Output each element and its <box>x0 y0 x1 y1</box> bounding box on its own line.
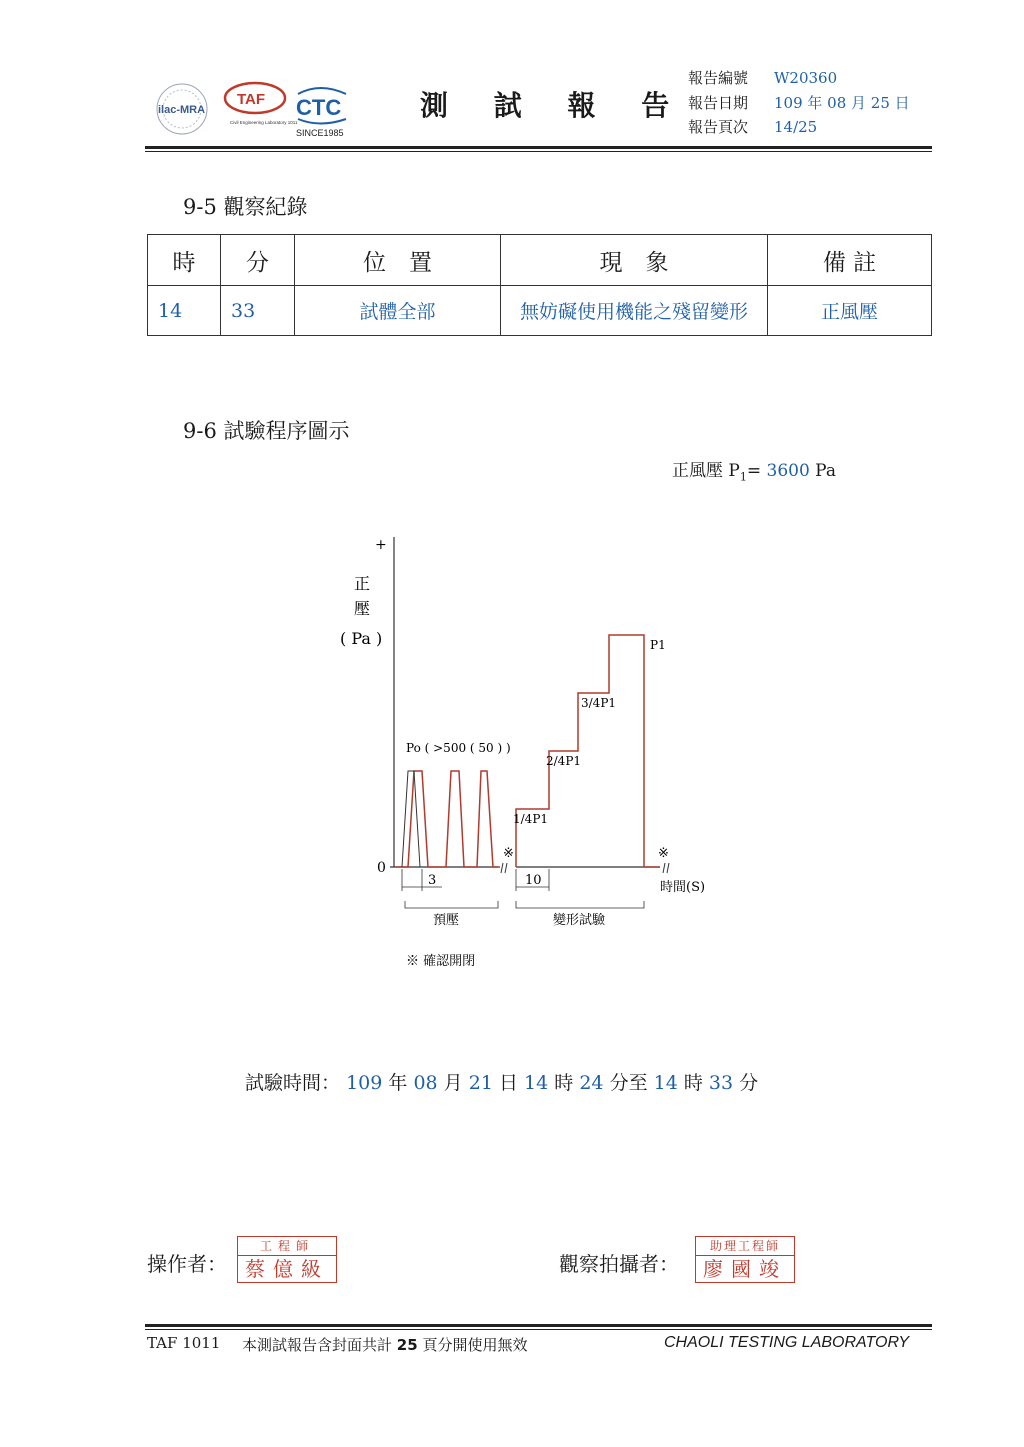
procedure-section-title: 9-6 試驗程序圖示 <box>183 419 350 443</box>
test-segment-label: 變形試驗 <box>553 913 606 928</box>
chart-note: ※ 確認開閉 <box>406 954 476 969</box>
check-marker-left: ※ <box>503 846 514 861</box>
y-axis-label-2: 壓 <box>354 599 371 618</box>
table-row <box>148 286 932 336</box>
operator-label: 操作者： <box>147 1252 227 1276</box>
test-start-minute-unit: 分至 <box>609 1072 648 1094</box>
observer-label: 觀察拍攝者： <box>559 1252 679 1276</box>
footer-lab-name: CHAOLI TESTING LABORATORY <box>664 1334 910 1351</box>
report-page-label: 報告頁次 <box>688 118 749 136</box>
test-day-unit: 日 <box>498 1072 518 1094</box>
footer-notice-post: 頁分開使用無效 <box>422 1336 528 1354</box>
footer-notice <box>242 1334 527 1355</box>
cell-phenomenon: 無妨礙使用機能之殘留變形 <box>501 286 768 336</box>
report-no-value: W20360 <box>774 69 838 87</box>
ctc-since-text: SINCE1985 <box>296 128 344 138</box>
pre-pressure-trace <box>396 771 500 867</box>
pressure-value: 3600 <box>766 461 810 481</box>
cell-minute: 33 <box>221 286 295 336</box>
test-end-minute: 33 <box>708 1072 734 1094</box>
y-axis-label-3: ( Pa ) <box>340 629 383 648</box>
logo-group <box>150 78 360 140</box>
check-marker-right: ※ <box>658 846 669 861</box>
procedure-chart <box>320 525 740 979</box>
header-location: 位 置 <box>295 235 501 286</box>
test-start-minute: 24 <box>579 1072 604 1094</box>
header-hour: 時 <box>148 235 221 286</box>
pre-pressure-label: Po ( >500 ( 50 ) ) <box>406 741 511 755</box>
observation-section-title: 9-5 觀察紀錄 <box>183 195 308 219</box>
y-axis-label-1: 正 <box>354 574 371 593</box>
test-start-hour: 14 <box>524 1072 549 1094</box>
header-remark: 備 註 <box>768 235 932 286</box>
test-end-hour-unit: 時 <box>683 1072 703 1094</box>
operator-title: 工程師 <box>238 1237 336 1256</box>
operator-stamp <box>237 1236 337 1283</box>
step-duration-label: 10 <box>525 873 542 888</box>
axis-break-1 <box>501 863 503 873</box>
test-month-unit: 月 <box>443 1072 463 1094</box>
test-month: 08 <box>413 1072 438 1094</box>
x-axis-label: 時間(S) <box>660 880 706 895</box>
header-minute: 分 <box>221 235 295 286</box>
footer-notice-num: 25 <box>396 1336 418 1354</box>
test-year-unit: 年 <box>388 1072 408 1094</box>
header-logos <box>150 78 360 140</box>
table-header-row <box>148 235 932 286</box>
ilac-logo-text: ilac-MRA <box>158 104 206 116</box>
observer-title: 助理工程師 <box>696 1237 794 1256</box>
observation-table <box>147 234 932 336</box>
step-label-full: P1 <box>650 638 666 652</box>
y-axis-plus: + <box>375 537 387 553</box>
ilac-logo <box>157 84 207 134</box>
footer-notice-pre: 本測試報告含封面共計 <box>242 1336 393 1354</box>
report-page-value: 14/25 <box>774 118 818 136</box>
observer-name: 廖國竣 <box>703 1257 787 1281</box>
taf-logo-sub: Civil Engineering Laboratory 1011 <box>230 120 298 125</box>
pressure-sub: 1 <box>739 470 747 484</box>
test-end-hour: 14 <box>653 1072 678 1094</box>
observer-stamp <box>695 1236 795 1283</box>
pre-segment-bracket <box>405 901 498 908</box>
test-year: 109 <box>346 1072 383 1094</box>
ctc-logo-text: CTC <box>296 95 342 120</box>
cell-hour: 14 <box>148 286 221 336</box>
pre-segment-label: 預壓 <box>433 913 460 928</box>
step-label-three-quarter: 3/4P1 <box>581 696 617 710</box>
document-title: 測 試 報 告 <box>420 89 688 122</box>
test-time-label: 試驗時間： <box>245 1072 341 1094</box>
step-label-half: 2/4P1 <box>546 754 582 768</box>
footer-rule-thin <box>145 1329 932 1330</box>
header-rule-thick <box>145 146 932 149</box>
report-date-label: 報告日期 <box>688 93 749 112</box>
test-end-minute-unit: 分 <box>739 1072 759 1094</box>
pressure-line <box>672 456 836 483</box>
pre-duration-label: 3 <box>428 873 437 888</box>
taf-logo <box>225 83 298 125</box>
test-time-line <box>245 1068 758 1095</box>
report-no-label: 報告編號 <box>688 69 749 87</box>
axis-break-3 <box>663 863 665 873</box>
footer-rule-thick <box>145 1324 932 1327</box>
cell-remark: 正風壓 <box>768 286 932 336</box>
procedure-chart-svg <box>320 525 740 975</box>
pressure-eq: = <box>746 461 762 481</box>
pressure-unit: Pa <box>815 461 836 481</box>
test-day: 21 <box>468 1072 493 1094</box>
step-label-quarter: 1/4P1 <box>513 812 549 826</box>
cell-location: 試體全部 <box>295 286 501 336</box>
origin-label: 0 <box>377 860 386 876</box>
test-segment-bracket <box>516 901 644 908</box>
report-meta <box>688 66 910 140</box>
report-date-value: 109 年 08 月 25 日 <box>774 93 910 112</box>
pressure-label: 正風壓 P <box>672 461 740 481</box>
axis-break-2 <box>505 863 507 873</box>
operator-name: 蔡億級 <box>245 1257 329 1281</box>
header-rule-thin <box>145 151 932 152</box>
test-start-hour-unit: 時 <box>554 1072 574 1094</box>
footer-taf: TAF 1011 <box>147 1334 221 1352</box>
deformation-step-trace <box>516 635 660 867</box>
taf-logo-text: TAF <box>237 91 266 108</box>
axis-break-4 <box>667 863 669 873</box>
ctc-logo <box>296 88 346 138</box>
header-phenomenon: 現 象 <box>501 235 768 286</box>
